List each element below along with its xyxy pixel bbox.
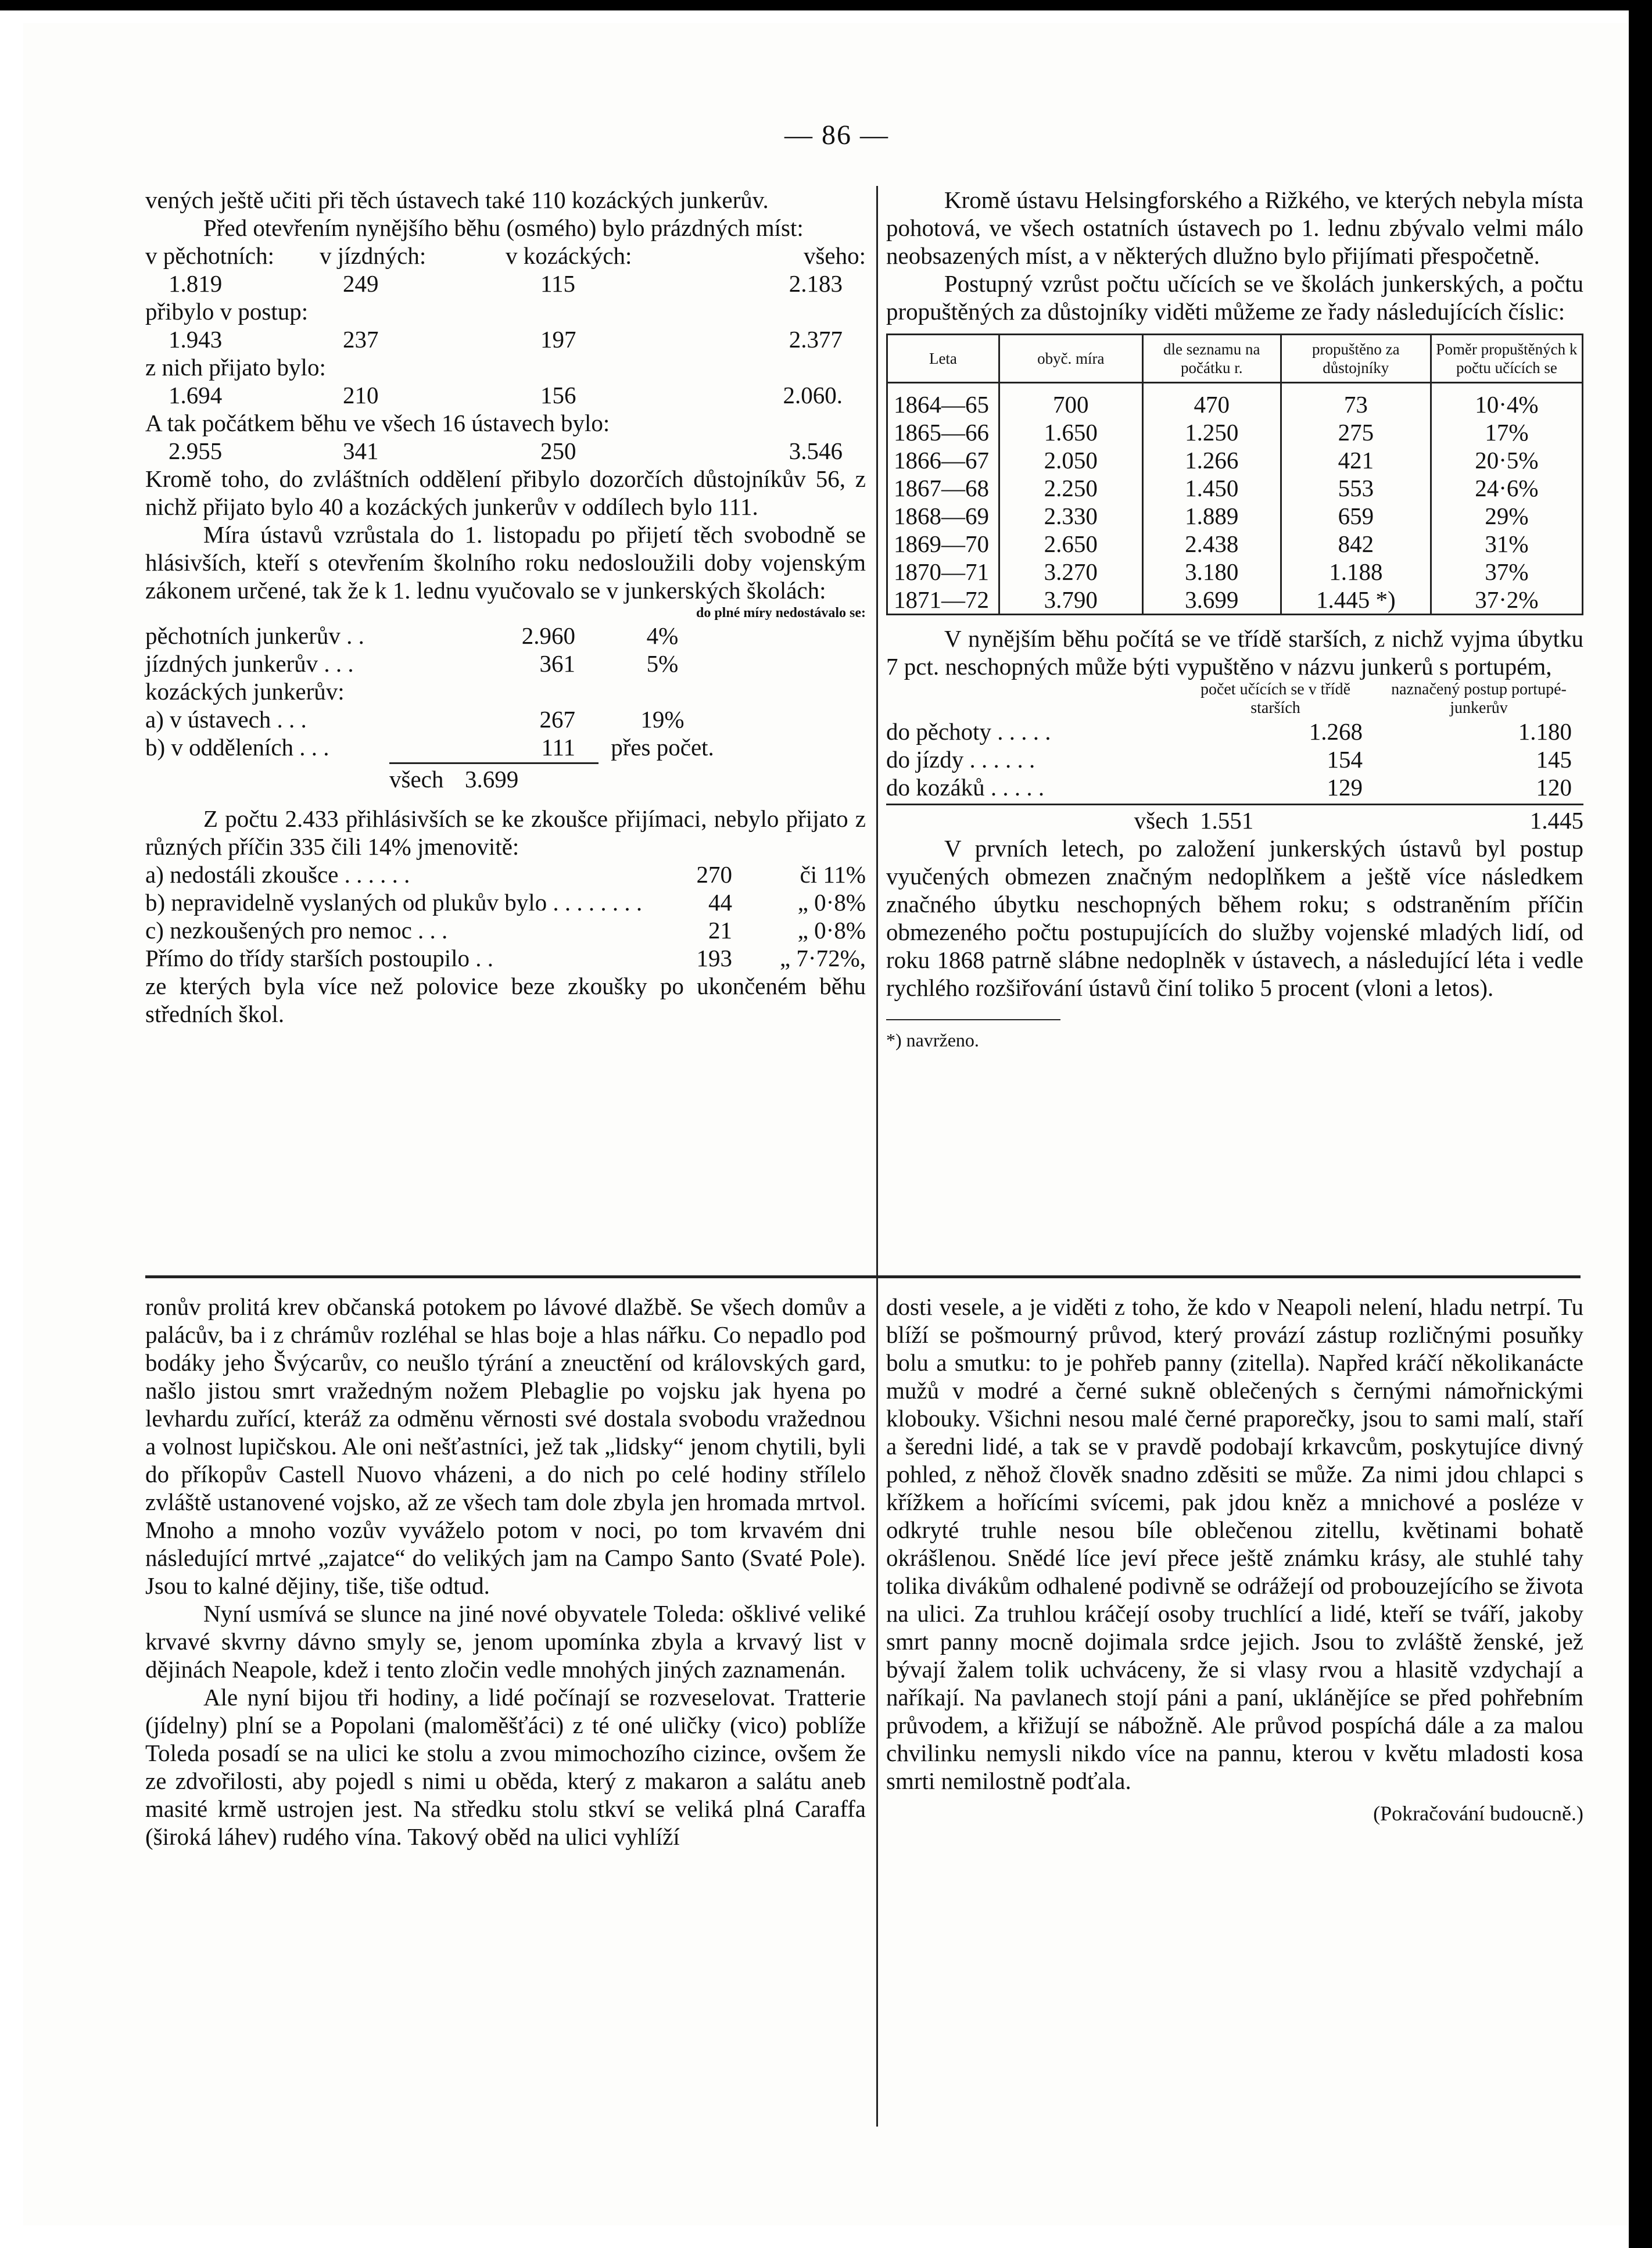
cell: 1.819 — [169, 270, 223, 297]
bottom-left-column — [145, 1293, 866, 1851]
table-header-row — [887, 335, 1583, 383]
paragraph: Nyní usmívá se slunce na jiné nové obyvatele Toleda: ošklivé veliké krvavé skvrny dávno smyly se, jenom upomínka zbyla a krvavý list v dějinách Neapole, kdež i tento zločin vedle mnohých jiných zaznamenán. — [145, 1600, 866, 1683]
table-cell: 73 — [1281, 383, 1431, 419]
table-cell: 1.250 — [1142, 418, 1281, 446]
table-cell: 3.699 — [1142, 586, 1281, 615]
row-pct: 4% — [646, 622, 679, 649]
row-value: 120 — [1536, 774, 1572, 801]
table-cell: 1.188 — [1281, 558, 1431, 586]
scan-frame-top — [0, 0, 1652, 10]
number-row — [145, 437, 866, 465]
table-cell: 37·2% — [1431, 586, 1582, 615]
row-value: 2.960 — [521, 622, 575, 649]
reason-row — [145, 916, 866, 944]
table-row — [887, 586, 1583, 615]
table-cell: 2.050 — [999, 446, 1142, 474]
row-label: do pěchoty . . . . . — [886, 718, 1051, 745]
paragraph: vených ještě učiti při těch ústavech také 110 kozáckých junkerův. — [145, 187, 769, 213]
measure-row — [145, 650, 866, 677]
row-pct: 5% — [646, 650, 679, 677]
cell: 2.183 — [789, 270, 843, 297]
row-label: Přímo do třídy starších postoupilo . . — [145, 945, 494, 971]
col-head: v jízdných: — [320, 242, 427, 269]
reason-row — [145, 888, 866, 916]
measure-header: do plné míry nedostávalo se: — [696, 605, 866, 621]
row-label: pěchotních junkerův . . — [145, 622, 364, 649]
table-cell: 1871—72 — [887, 586, 999, 615]
row-value: 21 — [708, 917, 732, 944]
paragraph: Kromě ústavu Helsingforského a Rižkého, ve kterých nebyla místa pohotová, ve všech ostatních ústavech po 1. lednu zbývalo velmi málo neobsazených míst, a v některých dlužno bylo přijímati přespočetně. — [886, 187, 1583, 269]
col-head: všeho: — [803, 242, 866, 269]
column-headers — [145, 242, 866, 270]
scan-frame-edge — [1629, 0, 1652, 2248]
table-cell: 3.790 — [999, 586, 1142, 615]
cell: 250 — [540, 438, 576, 464]
table-cell: 700 — [999, 383, 1142, 419]
cell: 237 — [343, 326, 379, 353]
table-header: propuštěno za důstojníky — [1281, 335, 1431, 383]
row-label: b) nepravidelně vyslaných od plukův bylo . . . . . . . . — [145, 889, 643, 916]
table-cell: 31% — [1431, 530, 1582, 558]
school-row — [886, 773, 1583, 801]
paragraph: Z počtu 2.433 přihlásivších se ke zkoušce přijímaci, nebylo přijato z různých příčin 335 čili 14% jmenovitě: — [145, 805, 866, 860]
table-cell: 37% — [1431, 558, 1582, 586]
page-number: — 86 — — [784, 120, 889, 150]
footnote-rule — [886, 1019, 1060, 1020]
bottom-right-column — [886, 1293, 1583, 1827]
row-pct: „ 0·8% — [797, 889, 866, 916]
col-head: v kozáckých: — [506, 242, 632, 269]
section-divider — [145, 1275, 1581, 1278]
paragraph: V nynějším běhu počítá se ve třídě starších, z nichž vyjma úbytku 7 pct. neschopných může býti vypuštěno v názvu junkerů s portupém, — [886, 625, 1583, 680]
row-label: do jízdy . . . . . . — [886, 746, 1035, 773]
table-cell: 1869—70 — [887, 530, 999, 558]
table-cell: 1865—66 — [887, 418, 999, 446]
total-label: všech — [1134, 807, 1188, 834]
sum-rule — [886, 804, 1583, 805]
table-cell: 842 — [1281, 530, 1431, 558]
table-header: Leta — [887, 335, 999, 383]
row-value: 145 — [1536, 746, 1572, 773]
cell: 2.955 — [169, 438, 223, 464]
row-label: přibylo v postup: — [145, 298, 309, 325]
measure-row — [145, 622, 866, 650]
statistics-table — [886, 334, 1583, 615]
table-cell: 2.250 — [999, 474, 1142, 502]
sub-header: počet učících se v třídě starších — [1200, 680, 1351, 717]
table-cell: 29% — [1431, 502, 1582, 530]
table-cell: 553 — [1281, 474, 1431, 502]
cell: 2.377 — [789, 326, 843, 353]
measure-row — [145, 677, 866, 705]
school-row — [886, 718, 1583, 745]
sub-headers — [886, 680, 1583, 718]
paragraph: ronův prolitá krev občanská potokem po lávové dlažbě. Se všech domův a palácův, ba i z chrámův rozléhal se hlas boje a hlas nářku. Co nepadlo pod bodáky jeho Švýcarův, co neušlo týrání a zneuctění od královských gard, našlo jistou smrt vražedným nožem Plebaglie po vojsku jak hyena po levhardu zuřící, kteráž za odměnu věrnosti své dostala svobodu vražednou a volnost lupičskou. Ale oni nešťastníci, jež tak „lidsky“ jenom chytili, byli do příkopův Castell Nuovo vházeni, a do nich po celé hodiny střílelo zvláště ustanovené vojsko, až ze všech tam dole zbyla jen hromada mrtvol. Mnoho a mnoho vozův vyváželo potom v noci, po tom krvavém dni následující mrtvé „zajatce“ do velikých jam na Campo Santo (Svaté Pole). Jsou to kalné dějiny, tiše, tiše odtud. — [145, 1293, 866, 1599]
row-value: 267 — [539, 706, 575, 733]
row-value: 129 — [1327, 774, 1363, 801]
table-cell: 275 — [1281, 418, 1431, 446]
cell: 210 — [343, 382, 379, 408]
measure-list — [145, 622, 866, 761]
row-label: A tak počátkem běhu ve všech 16 ústavech bylo: — [145, 410, 610, 436]
table-cell: 1.266 — [1142, 446, 1281, 474]
row-value: 154 — [1327, 746, 1363, 773]
row-pct: 19% — [640, 706, 685, 733]
row-label: b) v odděleních . . . — [145, 734, 329, 761]
total-value: 3.699 — [465, 766, 519, 793]
row-value: 44 — [708, 889, 732, 916]
table-row — [887, 383, 1583, 419]
table-cell: 1.450 — [1142, 474, 1281, 502]
row-label: kozáckých junkerův: — [145, 678, 345, 705]
table-cell: 17% — [1431, 418, 1582, 446]
measure-row — [145, 705, 866, 733]
school-row — [886, 745, 1583, 773]
paragraph: V prvních letech, po založení junkerských ústavů byl postup vyučených obmezen značným nedoplňkem a ještě více následkem značného úbytku neschopných během roku; s odstraněním příčin obmezeného počtu postupujících do služby vojenské mladých lidí, od roku 1868 patrně slábne nedoplněk v ústavech, a následující léta i vedle rychlého rozšiřování ústavů činí toliko 5 procent (vloni a letos). — [886, 835, 1583, 1001]
sum-rule — [389, 762, 599, 764]
reason-list — [145, 861, 866, 972]
row-label: do kozáků . . . . . — [886, 774, 1045, 801]
table-cell: 3.270 — [999, 558, 1142, 586]
table-cell: 2.650 — [999, 530, 1142, 558]
table-row — [887, 530, 1583, 558]
paragraph: Míra ústavů vzrůstala do 1. listopadu po přijetí těch svobodně se hlásivších, kteří s otevřením školního roku nedosloužili doby vojenským zákonem určené, tak že k 1. lednu vyučovalo se v junkerských školách: — [145, 521, 866, 604]
table-cell: 470 — [1142, 383, 1281, 419]
table-row — [887, 418, 1583, 446]
row-pct: „ 0·8% — [797, 917, 866, 944]
total-value: 1.445 — [1529, 807, 1583, 834]
table-row — [887, 474, 1583, 502]
paragraph: Před otevřením nynějšího běhu (osmého) bylo prázdných míst: — [203, 214, 804, 241]
table-body — [887, 383, 1583, 615]
row-value: 270 — [696, 861, 732, 888]
table-cell: 659 — [1281, 502, 1431, 530]
top-left-column — [145, 186, 866, 1028]
table-cell: 3.180 — [1142, 558, 1281, 586]
reason-row — [145, 944, 866, 972]
row-label: a) v ústavech . . . — [145, 706, 307, 733]
footnote: *) navrženo. — [886, 1030, 979, 1050]
table-cell: 24·6% — [1431, 474, 1582, 502]
row-pct: přes počet. — [611, 734, 714, 761]
row-value: 193 — [696, 945, 732, 971]
column-divider — [876, 186, 878, 2127]
total-label: všech — [389, 766, 444, 793]
reason-row — [145, 861, 866, 888]
cell: 2.060. — [783, 382, 843, 408]
paragraph: Kromě toho, do zvláštních oddělení přibylo dozorčích důstojníkův 56, z nichž přijato bylo 40 a kozáckých junkerův v oddílech bylo 111. — [145, 465, 866, 520]
measure-total — [145, 765, 866, 793]
table-cell: 1.889 — [1142, 502, 1281, 530]
table-row — [887, 502, 1583, 530]
school-list — [886, 718, 1583, 801]
paragraph: Ale nyní bijou tři hodiny, a lidé počínají se rozveselovat. Tratterie (jídelny) plní se a Popolani (maloměšťáci) z té oné uličky (vico) poblíže Toleda posadí se na ulici ke stolu a zvou mimochozího cizince, ovšem že ze zdvořilosti, aby pojedl s nimi u oběda, který z makaron a salátu aneb masité krmě ustrojen jest. Na středku stolu stkví se veliká plná Caraffa (široká láhev) rudého vína. Takový oběd na ulici vyhlíží — [145, 1684, 866, 1850]
row-value: 1.180 — [1518, 718, 1572, 745]
cell: 341 — [343, 438, 379, 464]
row-value: 1.268 — [1309, 718, 1363, 745]
table-header: Poměr propuštěných k počtu učících se — [1431, 335, 1582, 383]
school-total — [886, 806, 1583, 834]
cell: 156 — [540, 382, 576, 408]
table-cell: 421 — [1281, 446, 1431, 474]
number-row — [145, 381, 866, 409]
continuation-note: (Pokračování budoucně.) — [1373, 1802, 1583, 1825]
cell: 1.694 — [169, 382, 223, 408]
col-head: v pěchotních: — [145, 242, 275, 269]
table-header: dle seznamu na počátku r. — [1142, 335, 1281, 383]
table-cell: 1.650 — [999, 418, 1142, 446]
table-cell: 1864—65 — [887, 383, 999, 419]
total-value: 1.551 — [1200, 807, 1254, 834]
cell: 3.546 — [789, 438, 843, 464]
cell: 1.943 — [169, 326, 223, 353]
number-row — [145, 270, 866, 297]
row-value: 111 — [541, 734, 575, 761]
sub-header: naznačený postup portupé-junkerův — [1391, 680, 1567, 717]
table-cell: 1866—67 — [887, 446, 999, 474]
table-cell: 1867—68 — [887, 474, 999, 502]
table-cell: 2.330 — [999, 502, 1142, 530]
cell: 249 — [343, 270, 379, 297]
cell: 115 — [540, 270, 575, 297]
number-row — [145, 325, 866, 353]
row-value: 361 — [539, 650, 575, 677]
row-pct: „ 7·72%, — [779, 945, 866, 971]
table-cell: 10·4% — [1431, 383, 1582, 419]
row-label: jízdných junkerův . . . — [145, 650, 354, 677]
cell: 197 — [540, 326, 576, 353]
top-right-column — [886, 186, 1583, 1054]
row-label: z nich přijato bylo: — [145, 354, 326, 381]
table-cell: 1870—71 — [887, 558, 999, 586]
paragraph: dosti vesele, a je viděti z toho, že kdo v Neapoli nelení, hladu netrpí. Tu blíží se pošmourný průvod, který provází zástup rozličnými posuňky bolu a smutku: to je pohřeb panny (zitella). Napřed kráčí několikanácte mužů v modré a černé sukně oblečených s černými námořnickými klobouky. Všichni nesou malé černé praporečky, jsou to sami malí, staří a šeredni lidé, a tak se v pravdě podobají krkavcům, poskytujíce divný pohled, z něhož člověk snadno zděsiti se může. Za nimi jdou chlapci s křížkem a hořícími svícemi, pak jdou kněz a mnichové a posléze v odkryté truhle nesou bíle oblečenou zitellu, květinami bohatě okrášlenou. Snědé líce jeví přece ještě známku krásy, ale stuhlé tahy tolika divákům odhalené podivně se odrážejí od probouzejícího se života na ulici. Za truhlou kráčejí osoby truchlící a lidé, kteří se tváří, jakoby smrt panny mocně dojimala srdce jejich. Jsou to zvláště ženské, jež bývají žalem tolik uchváceny, že si vlasy rvou a hlasitě vzdychají a naříkají. Na pavlanech stojí páni a paní, uklánějíce se před pohřebním průvodem, a křižují se nábožně. Ale průvod pospíchá dále a za malou chvilinku nemysli nikdo více na pannu, kterou v květu mladosti kosa smrti nemilostně podťala. — [886, 1293, 1583, 1794]
table-cell: 1.445 *) — [1281, 586, 1431, 615]
table-cell: 1868—69 — [887, 502, 999, 530]
row-label: a) nedostáli zkoušce . . . . . . — [145, 861, 410, 888]
paragraph: ze kterých byla více než polovice beze zkoušky po ukončeném běhu středních škol. — [145, 973, 866, 1027]
paragraph: Postupný vzrůst počtu učících se ve školách junkerských, a počtu propuštěných za důstojníky viděti můžeme ze řady následujících číslic: — [886, 270, 1583, 325]
table-row — [887, 446, 1583, 474]
table-cell: 20·5% — [1431, 446, 1582, 474]
table-header: obyč. míra — [999, 335, 1142, 383]
row-label: c) nezkoušených pro nemoc . . . — [145, 917, 448, 944]
table-cell: 2.438 — [1142, 530, 1281, 558]
table-row — [887, 558, 1583, 586]
row-pct: či 11% — [800, 861, 866, 888]
measure-row — [145, 733, 866, 761]
